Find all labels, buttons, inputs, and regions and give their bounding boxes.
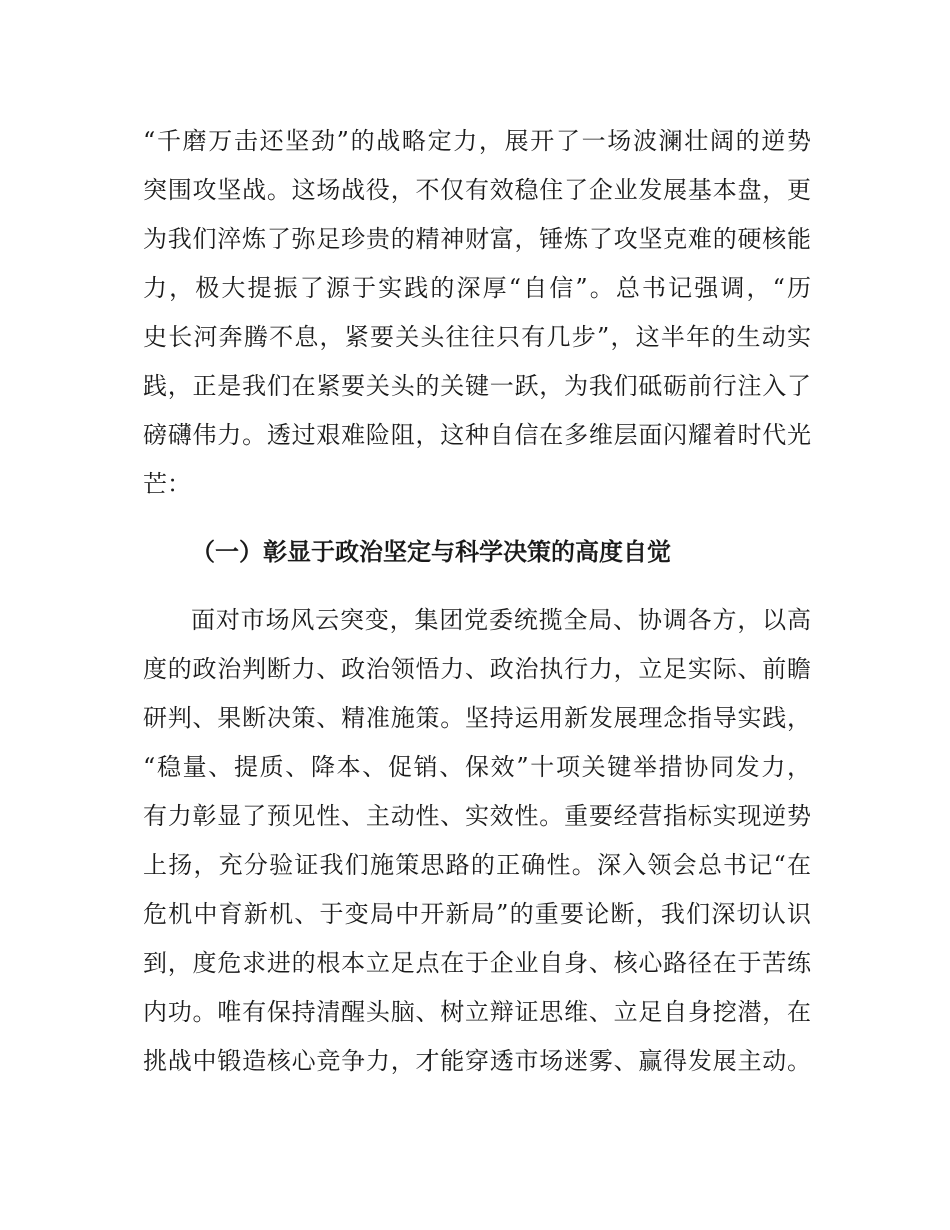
paragraph-1-line: “千磨万击还坚劲”的战略定力，展开了一场波澜壮阔的逆势 — [143, 127, 811, 155]
paragraph-1-line: 力，极大提振了源于实践的深厚“自信”。总书记强调，“历 — [143, 274, 811, 302]
paragraph-2-line: “稳量、提质、降本、促销、保效”十项关键举措协同发力， — [143, 753, 811, 781]
paragraph-1-line: 磅礴伟力。透过艰难险阻，这种自信在多维层面闪耀着时代光 — [143, 421, 811, 449]
paragraph-2-line: 到，度危求进的根本立足点在于企业自身、核心路径在于苦练 — [143, 949, 811, 977]
paragraph-1-line: 史长河奔腾不息，紧要关头往往只有几步”，这半年的生动实 — [143, 323, 811, 351]
section-heading: （一）彰显于政治坚定与科学决策的高度自觉 — [191, 538, 671, 566]
paragraph-2-line: 度的政治判断力、政治领悟力、政治执行力，立足实际、前瞻 — [143, 655, 811, 683]
paragraph-1-line: 为我们淬炼了弥足珍贵的精神财富，锤炼了攻坚克难的硬核能 — [143, 225, 811, 253]
paragraph-1-line: 践，正是我们在紧要关头的关键一跃，为我们砥砺前行注入了 — [143, 372, 811, 400]
paragraph-2-line: 上扬，充分验证我们施策思路的正确性。深入领会总书记“在 — [143, 851, 811, 879]
paragraph-2-line: 危机中育新机、于变局中开新局”的重要论断，我们深切认识 — [143, 900, 811, 928]
paragraph-2-line: 面对市场风云突变，集团党委统揽全局、协调各方，以高 — [191, 606, 811, 634]
paragraph-2-line: 有力彰显了预见性、主动性、实效性。重要经营指标实现逆势 — [143, 802, 811, 830]
paragraph-2-line: 挑战中锻造核心竞争力，才能穿透市场迷雾、赢得发展主动。 — [143, 1047, 811, 1075]
paragraph-1-line: 突围攻坚战。这场战役，不仅有效稳住了企业发展基本盘，更 — [143, 176, 811, 204]
paragraph-1-line: 芒： — [143, 470, 191, 498]
paragraph-2-line: 内功。唯有保持清醒头脑、树立辩证思维、立足自身挖潜，在 — [143, 998, 811, 1026]
paragraph-2-line: 研判、果断决策、精准施策。坚持运用新发展理念指导实践， — [143, 704, 811, 732]
